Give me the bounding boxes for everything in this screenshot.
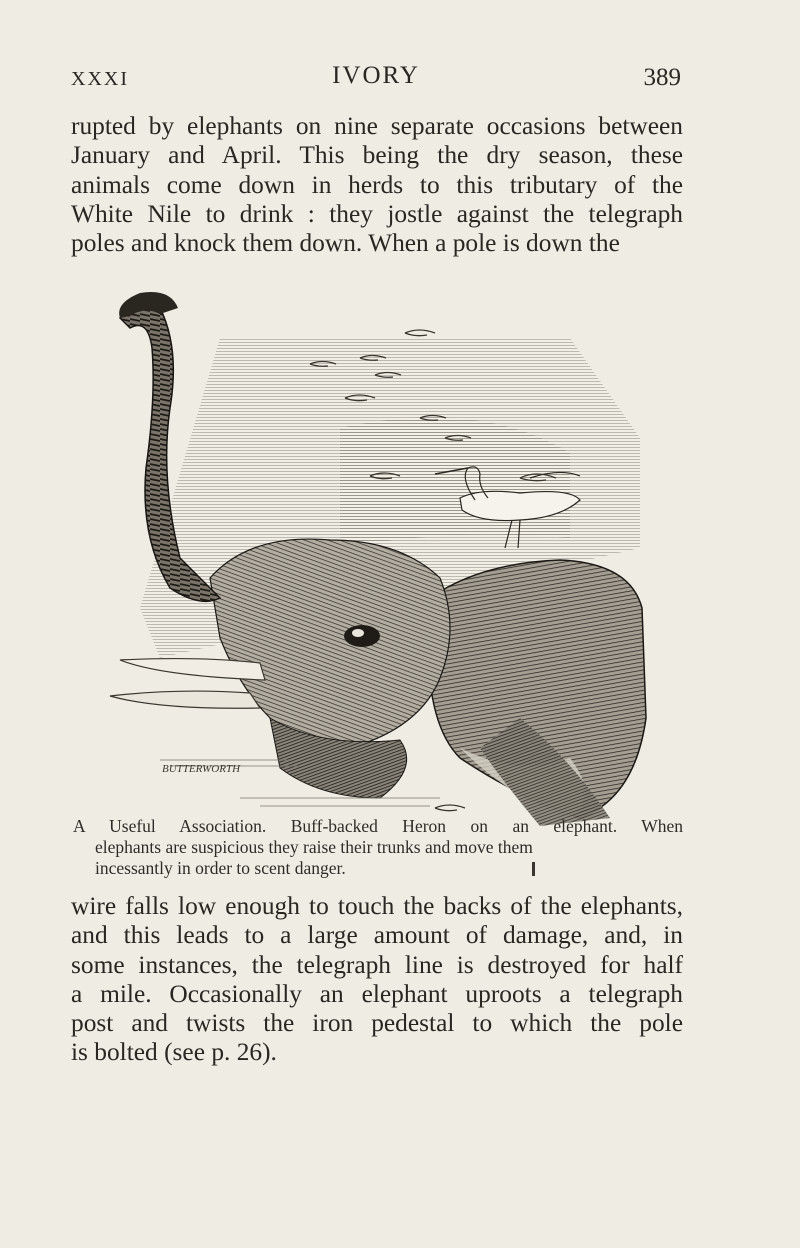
figure-caption <box>73 816 683 879</box>
running-title: IVORY <box>332 62 420 89</box>
running-head <box>71 62 681 96</box>
printer-mark <box>532 862 535 876</box>
engraver-signature: BUTTERWORTH <box>162 763 241 775</box>
chapter-number: XXXI <box>71 68 129 90</box>
text-line: some instances, the telegraph line is destroyed for half <box>71 950 683 979</box>
text-line: is bolted (see p. 26). <box>71 1038 277 1067</box>
text-line: wire falls low enough to touch the backs of the elephants, <box>71 892 683 920</box>
caption-line: A Useful Association. Buff-backed Heron on an elephant. When <box>73 816 683 836</box>
text-line: January and April. This being the dry season, these <box>71 141 683 170</box>
caption-line-text: incessantly in order to scent danger. <box>95 858 346 878</box>
text-line: rupted by elephants on nine separate occasions between <box>71 112 683 140</box>
text-line: post and twists the iron pedestal to which the pole <box>71 1009 683 1038</box>
caption-line <box>73 858 683 879</box>
text-line: and this leads to a large amount of damage, and, in <box>71 921 683 950</box>
elephant-heron-engraving <box>100 278 660 834</box>
engraving-figure <box>100 278 660 834</box>
text-line: White Nile to drink : they jostle against the telegraph <box>71 199 683 228</box>
text-line: animals come down in herds to this tributary of the <box>71 170 683 199</box>
caption-line: elephants are suspicious they raise their trunks and move them <box>95 837 533 857</box>
text-line: a mile. Occasionally an elephant uproots a telegraph <box>71 979 683 1008</box>
page-number: 389 <box>643 64 681 91</box>
paragraph-bottom <box>71 892 683 1068</box>
text-line: poles and knock them down. When a pole is down the <box>71 229 620 258</box>
paragraph-top <box>71 112 683 258</box>
